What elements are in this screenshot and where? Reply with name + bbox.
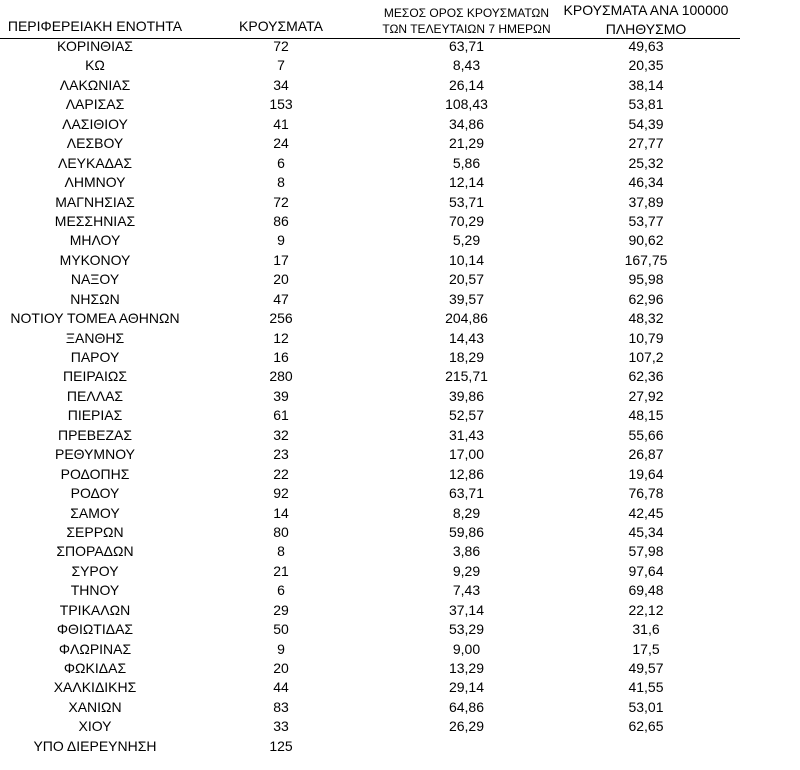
cell-seven-day-average: 14,43 xyxy=(448,329,485,346)
table-row xyxy=(0,37,800,56)
cell-cases: 6 xyxy=(277,582,285,599)
cell-region: ΚΩ xyxy=(85,57,105,74)
cell-cases: 24 xyxy=(273,135,289,152)
cell-cases: 80 xyxy=(273,523,289,540)
cell-cases-per-100000: 95,98 xyxy=(628,271,664,288)
cell-seven-day-average: 64,86 xyxy=(448,698,485,715)
cell-region: ΝΟΤΙΟΥ ΤΟΜΕΑ ΑΘΗΝΩΝ xyxy=(10,310,180,327)
table-row xyxy=(0,329,800,348)
cell-region: ΤΡΙΚΑΛΩΝ xyxy=(59,601,131,618)
cell-cases-per-100000: 53,81 xyxy=(628,96,664,113)
table-row xyxy=(0,426,800,445)
table-body xyxy=(0,37,800,756)
cell-cases: 34 xyxy=(273,76,289,93)
table-row xyxy=(0,659,800,678)
cell-cases-per-100000: 22,12 xyxy=(628,601,664,618)
cell-cases-per-100000: 20,35 xyxy=(628,57,664,74)
cell-region: ΥΠΟ ΔΙΕΡΕΥΝΗΣΗ xyxy=(33,737,157,754)
cell-seven-day-average: 8,43 xyxy=(452,57,481,74)
cell-cases: 280 xyxy=(269,368,293,385)
cell-seven-day-average: 63,71 xyxy=(448,38,485,54)
cell-seven-day-average: 34,86 xyxy=(448,115,485,132)
cell-cases: 61 xyxy=(273,407,289,424)
table-row xyxy=(0,678,800,697)
cell-region: ΛΕΥΚΑΔΑΣ xyxy=(57,154,133,171)
table-row xyxy=(0,737,800,756)
cell-region: ΛΑΡΙΣΑΣ xyxy=(65,96,125,113)
table-row xyxy=(0,212,800,231)
cell-region: ΛΕΣΒΟΥ xyxy=(66,135,124,152)
cell-cases-per-100000: 25,32 xyxy=(628,154,664,171)
table-row xyxy=(0,270,800,289)
cell-cases-per-100000: 45,34 xyxy=(628,523,664,540)
cell-seven-day-average: 29,14 xyxy=(448,679,485,696)
cell-cases-per-100000: 38,14 xyxy=(628,76,664,93)
cell-cases-per-100000: 48,15 xyxy=(628,407,664,424)
cell-cases-per-100000: 49,63 xyxy=(628,38,664,54)
table-row xyxy=(0,445,800,464)
cell-region: ΠΕΛΛΑΣ xyxy=(66,387,124,404)
table-header xyxy=(0,0,800,40)
cell-seven-day-average: 7,43 xyxy=(452,582,481,599)
cell-cases: 47 xyxy=(273,290,289,307)
cell-cases: 16 xyxy=(273,349,289,365)
header-avg-line-2: ΤΩΝ ΤΕΛΕΥΤΑΙΩΝ 7 ΗΜΕΡΩΝ xyxy=(382,22,551,36)
cell-cases: 6 xyxy=(277,154,285,171)
table-row xyxy=(0,406,800,425)
cell-cases-per-100000: 17,5 xyxy=(632,640,660,657)
cell-seven-day-average: 5,29 xyxy=(452,232,481,249)
cell-cases-per-100000: 53,77 xyxy=(628,212,664,229)
table-row xyxy=(0,640,800,659)
cell-cases-per-100000: 76,78 xyxy=(628,485,664,502)
cell-cases: 72 xyxy=(273,193,289,210)
cell-region: ΝΗΣΩΝ xyxy=(70,290,120,307)
cell-region: ΠΑΡΟΥ xyxy=(70,349,120,365)
table-row xyxy=(0,367,800,386)
cell-cases: 8 xyxy=(277,543,285,560)
cell-cases-per-100000: 53,01 xyxy=(628,698,664,715)
cell-seven-day-average: 31,43 xyxy=(448,426,485,443)
table-row xyxy=(0,173,800,192)
cell-seven-day-average: 39,57 xyxy=(448,290,485,307)
cell-seven-day-average: 108,43 xyxy=(445,96,488,113)
cell-cases: 20 xyxy=(273,271,289,288)
table-row xyxy=(0,251,800,270)
cell-cases-per-100000: 27,77 xyxy=(628,135,664,152)
table-row xyxy=(0,115,800,134)
cell-cases: 83 xyxy=(273,698,289,715)
cell-cases: 256 xyxy=(269,310,293,327)
cell-seven-day-average: 52,57 xyxy=(448,407,485,424)
cell-cases-per-100000: 46,34 xyxy=(628,174,664,191)
cell-region: ΣΥΡΟΥ xyxy=(71,562,119,579)
cell-cases: 39 xyxy=(273,387,289,404)
table-row xyxy=(0,562,800,581)
cell-seven-day-average: 59,86 xyxy=(448,523,485,540)
cell-cases-per-100000: 10,79 xyxy=(628,329,664,346)
cell-seven-day-average: 21,29 xyxy=(448,135,485,152)
cell-cases-per-100000: 48,32 xyxy=(628,310,664,327)
cell-seven-day-average: 17,00 xyxy=(448,446,485,463)
cell-cases: 86 xyxy=(273,212,289,229)
cell-cases-per-100000: 57,98 xyxy=(628,543,664,560)
header-cases: ΚΡΟΥΣΜΑΤΑ xyxy=(239,18,323,34)
cell-seven-day-average: 10,14 xyxy=(448,251,485,268)
cell-cases-per-100000: 26,87 xyxy=(628,446,664,463)
cell-region: ΛΑΣΙΘΙΟΥ xyxy=(62,115,128,132)
cell-cases-per-100000: 37,89 xyxy=(628,193,664,210)
header-avg-line-1: ΜΕΣΟΣ ΟΡΟΣ ΚΡΟΥΣΜΑΤΩΝ xyxy=(383,6,550,20)
cell-seven-day-average: 12,86 xyxy=(448,465,485,482)
cell-cases-per-100000: 49,57 xyxy=(628,660,664,676)
cell-cases-per-100000: 55,66 xyxy=(628,426,664,443)
cell-region: ΠΡΕΒΕΖΑΣ xyxy=(57,426,132,443)
table-row xyxy=(0,134,800,153)
cell-region: ΣΕΡΡΩΝ xyxy=(66,523,124,540)
table-row xyxy=(0,309,800,328)
cell-cases: 125 xyxy=(269,737,293,754)
cell-seven-day-average: 20,57 xyxy=(448,271,485,288)
cell-cases: 50 xyxy=(273,621,289,638)
cell-cases: 41 xyxy=(273,115,289,132)
cell-seven-day-average: 9,29 xyxy=(452,562,481,579)
cell-region: ΣΑΜΟΥ xyxy=(70,504,120,521)
cell-cases: 33 xyxy=(273,718,289,735)
cell-cases-per-100000: 97,64 xyxy=(628,562,664,579)
cell-seven-day-average: 13,29 xyxy=(448,660,485,676)
cell-region: ΡΟΔΟΥ xyxy=(70,485,120,502)
cell-region: ΞΑΝΘΗΣ xyxy=(65,329,125,346)
cell-seven-day-average: 26,14 xyxy=(448,76,485,93)
cell-cases: 17 xyxy=(273,251,289,268)
cell-region: ΡΟΔΟΠΗΣ xyxy=(60,465,130,482)
header-per-line-2: ΠΛΗΘΥΣΜΟ xyxy=(605,21,687,37)
cell-cases-per-100000: 41,55 xyxy=(628,679,664,696)
table-row xyxy=(0,290,800,309)
cell-seven-day-average: 37,14 xyxy=(448,601,485,618)
cell-cases: 8 xyxy=(277,174,285,191)
cell-region: ΦΩΚΙΔΑΣ xyxy=(63,660,127,676)
cell-region: ΠΕΙΡΑΙΩΣ xyxy=(63,368,127,385)
table-row xyxy=(0,465,800,484)
table-row xyxy=(0,348,800,367)
cell-region: ΧΑΝΙΩΝ xyxy=(68,698,122,715)
cell-region: ΚΟΡΙΝΘΙΑΣ xyxy=(57,38,133,54)
cell-cases-per-100000: 62,65 xyxy=(628,718,664,735)
cell-region: ΤΗΝΟΥ xyxy=(70,582,120,599)
cell-region: ΜΑΓΝΗΣΙΑΣ xyxy=(55,193,135,210)
cell-cases: 9 xyxy=(277,640,285,657)
table-row xyxy=(0,620,800,639)
cell-region: ΜΕΣΣΗΝΙΑΣ xyxy=(54,212,136,229)
cell-seven-day-average: 204,86 xyxy=(445,310,488,327)
table-row xyxy=(0,523,800,542)
table-row xyxy=(0,56,800,75)
cell-region: ΜΗΛΟΥ xyxy=(69,232,121,249)
cell-cases: 32 xyxy=(273,426,289,443)
cell-cases: 20 xyxy=(273,660,289,676)
header-per-line-1: ΚΡΟΥΣΜΑΤΑ ΑΝΑ 100000 xyxy=(563,2,729,18)
header-seven-day-average xyxy=(371,5,562,37)
table-row xyxy=(0,717,800,736)
cell-seven-day-average: 18,29 xyxy=(448,349,485,365)
cell-region: ΧΑΛΚΙΔΙΚΗΣ xyxy=(53,679,137,696)
cell-cases-per-100000: 107,2 xyxy=(628,349,664,365)
cell-region: ΜΥΚΟΝΟΥ xyxy=(59,251,131,268)
cell-cases-per-100000: 62,96 xyxy=(628,290,664,307)
cell-cases-per-100000: 42,45 xyxy=(628,504,664,521)
cell-cases: 23 xyxy=(273,446,289,463)
cell-cases: 9 xyxy=(277,232,285,249)
cell-cases: 44 xyxy=(273,679,289,696)
header-cases-per-100000 xyxy=(552,1,740,39)
cell-cases-per-100000: 31,6 xyxy=(632,621,660,638)
cell-seven-day-average: 8,29 xyxy=(452,504,481,521)
cell-region: ΣΠΟΡΑΔΩΝ xyxy=(56,543,134,560)
table-row xyxy=(0,154,800,173)
cell-seven-day-average: 39,86 xyxy=(448,387,485,404)
cell-cases: 21 xyxy=(273,562,289,579)
table-row xyxy=(0,484,800,503)
header-region: ΠΕΡΙΦΕΡΕΙΑΚΗ ΕΝΟΤΗΤΑ xyxy=(7,18,183,34)
table-row xyxy=(0,387,800,406)
cell-region: ΡΕΘΥΜΝΟΥ xyxy=(54,446,135,463)
cell-region: ΛΑΚΩΝΙΑΣ xyxy=(59,76,131,93)
cell-region: ΧΙΟΥ xyxy=(78,718,112,735)
cell-seven-day-average: 215,71 xyxy=(445,368,488,385)
cell-cases-per-100000: 54,39 xyxy=(628,115,664,132)
cell-cases: 22 xyxy=(273,465,289,482)
cell-seven-day-average: 70,29 xyxy=(448,212,485,229)
cell-cases: 7 xyxy=(277,57,285,74)
table-row xyxy=(0,601,800,620)
table-row xyxy=(0,698,800,717)
table-row xyxy=(0,95,800,114)
cell-cases: 153 xyxy=(269,96,293,113)
cell-cases-per-100000: 19,64 xyxy=(628,465,664,482)
table-row xyxy=(0,193,800,212)
cell-seven-day-average: 53,71 xyxy=(448,193,485,210)
cell-cases-per-100000: 167,75 xyxy=(624,251,668,268)
cell-cases: 72 xyxy=(273,38,289,54)
cell-region: ΛΗΜΝΟΥ xyxy=(64,174,126,191)
cell-seven-day-average: 3,86 xyxy=(452,543,481,560)
cell-region: ΦΘΙΩΤΙΔΑΣ xyxy=(56,621,134,638)
table-row xyxy=(0,542,800,561)
cell-seven-day-average: 9,00 xyxy=(452,640,481,657)
table-row xyxy=(0,76,800,95)
cell-seven-day-average: 5,86 xyxy=(452,154,481,171)
cell-cases-per-100000: 69,48 xyxy=(628,582,664,599)
cell-cases: 29 xyxy=(273,601,289,618)
cell-cases: 92 xyxy=(273,485,289,502)
cell-seven-day-average: 53,29 xyxy=(448,621,485,638)
cell-seven-day-average: 63,71 xyxy=(448,485,485,502)
table-row xyxy=(0,581,800,600)
cell-region: ΝΑΞΟΥ xyxy=(70,271,120,288)
cell-seven-day-average: 12,14 xyxy=(448,174,485,191)
cell-region: ΦΛΩΡΙΝΑΣ xyxy=(58,640,132,657)
cell-cases-per-100000: 62,36 xyxy=(628,368,664,385)
table-row xyxy=(0,231,800,250)
cell-seven-day-average: 26,29 xyxy=(448,718,485,735)
table-row xyxy=(0,504,800,523)
cell-cases-per-100000: 90,62 xyxy=(628,232,664,249)
cell-cases: 12 xyxy=(273,329,289,346)
cell-cases: 14 xyxy=(273,504,289,521)
cell-region: ΠΙΕΡΙΑΣ xyxy=(67,407,123,424)
cell-cases-per-100000: 27,92 xyxy=(628,387,664,404)
